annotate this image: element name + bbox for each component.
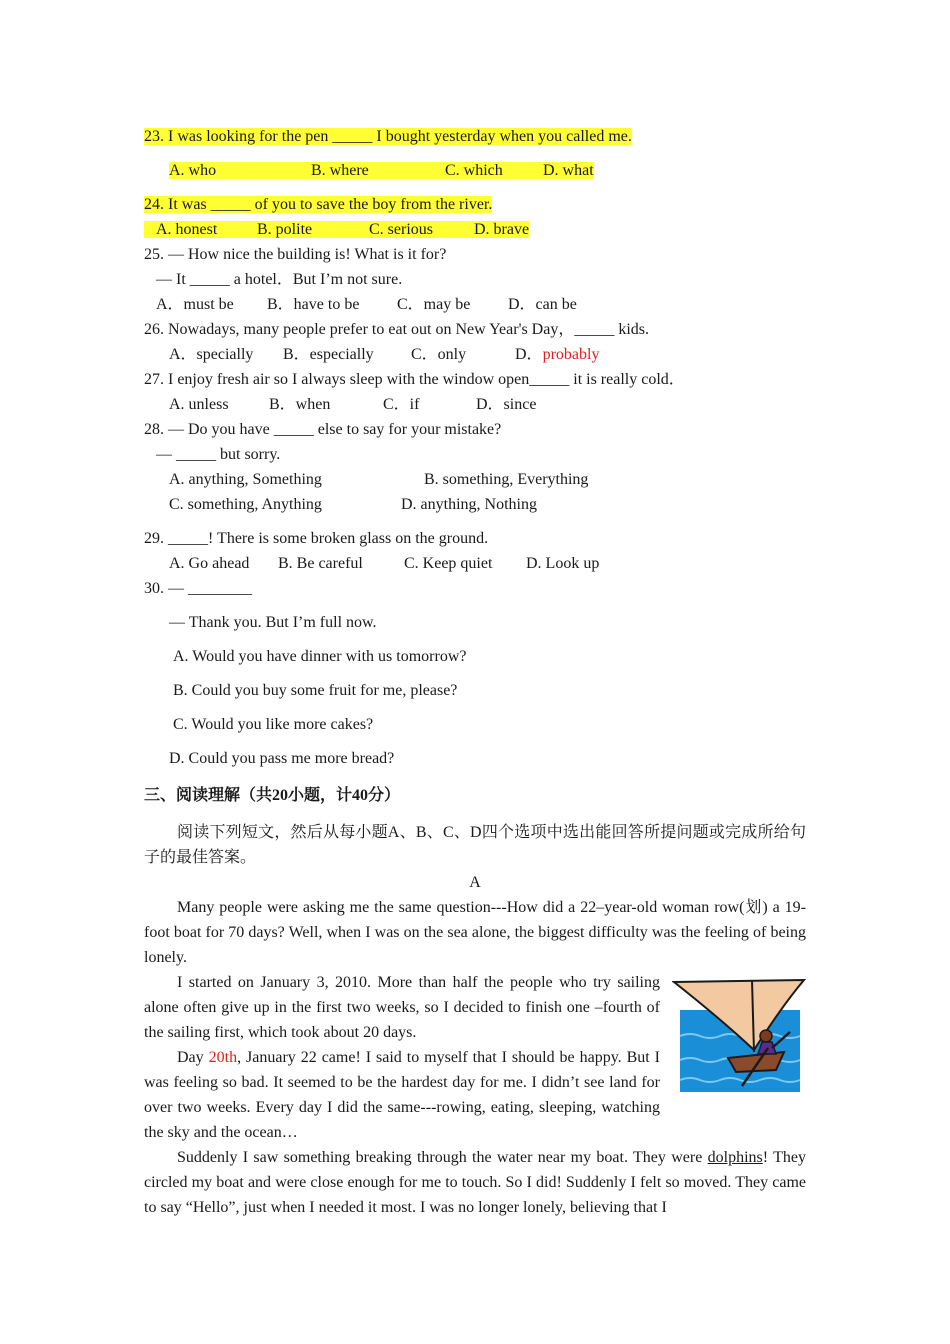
option-b: B. something, Everything [424, 471, 589, 488]
question-24 [144, 192, 806, 217]
option-c: C. serious [369, 221, 433, 238]
day-highlight: 20th [208, 1049, 238, 1066]
option-a: A. Go ahead [169, 555, 250, 572]
question-30-option-d: D. Could you pass me more bread? [169, 750, 395, 767]
option-d: D． [515, 346, 543, 363]
passage-paragraph-1: Many people were asking me the same question---How did a 22–year-old woman row(划) a 19-foot boat for 70 days? Well, when I was on the sea alone, the biggest difficulty was the feeling of being lonely. [144, 899, 806, 966]
option-d-text: probably [542, 346, 600, 363]
paragraph-4-start: Suddenly I saw something breaking through the water near my boat. They were [177, 1149, 708, 1166]
question-25-options [144, 292, 806, 317]
option-b: B. Be careful [278, 555, 363, 572]
question-28-stem: 28. — Do you have _____ else to say for your mistake? [144, 421, 502, 438]
option-a: A. honest [156, 221, 218, 238]
option-a: A. anything, Something [169, 471, 322, 488]
question-30-option-b: B. Could you buy some fruit for me, please? [173, 682, 458, 699]
option-a: A．specially [169, 346, 254, 363]
option-b: B. polite [257, 221, 313, 238]
question-23-stem: 23. I was looking for the pen _____ I bought yesterday when you called me. [144, 128, 632, 145]
option-c: C. which [445, 162, 503, 179]
section-title: 三、阅读理解（共20小题，计40分） [144, 787, 401, 804]
option-b: B．have to be [267, 296, 360, 313]
question-27-options [144, 392, 806, 417]
option-b: B．especially [283, 346, 374, 363]
option-b: B. where [311, 162, 369, 179]
option-a: A. unless [169, 396, 229, 413]
option-d: D. Look up [526, 555, 600, 572]
passage-paragraph-4 [144, 1145, 806, 1220]
question-25-reply: — It _____ a hotel．But I’m not sure. [156, 271, 403, 288]
sailboat-illustration [672, 976, 806, 1096]
question-26-stem: 26. Nowadays, many people prefer to eat out on New Year's Day，_____ kids. [144, 321, 650, 338]
option-c: C. something, Anything [169, 496, 322, 513]
question-30-option-a: A. Would you have dinner with us tomorrow? [173, 648, 467, 665]
question-23-options [144, 158, 806, 183]
option-d: D. brave [474, 221, 530, 238]
question-26-options [144, 342, 806, 367]
passage-paragraph-3 [144, 1045, 660, 1145]
paragraph-4-rest: ! They circled my boat and were close enough for me to touch. So I did! Suddenly I felt so moved. They came to say “Hello”, just when I needed it most. I was no longer lonely, believing that I [144, 1149, 806, 1216]
document-page [144, 124, 806, 1220]
option-c: C．only [411, 346, 467, 363]
option-c: C．may be [397, 296, 471, 313]
question-28-reply: — _____ but sorry. [156, 446, 281, 463]
option-c: C．if [383, 396, 420, 413]
paragraph-3-start: Day [177, 1049, 209, 1066]
underlined-word: dolphins [707, 1149, 763, 1166]
rower-head [760, 1030, 772, 1042]
question-28-options-row2 [144, 492, 806, 517]
question-30-option-c: C. Would you like more cakes? [173, 716, 374, 733]
option-c: C. Keep quiet [404, 555, 493, 572]
passage-paragraph-2: I started on January 3, 2010. More than half the people who try sailing alone often give up in the first two weeks, so I decided to finish one –fourth of the sailing first, which took about 20 days. [144, 974, 660, 1041]
question-30-stem: 30. — ________ [144, 580, 252, 597]
question-27-stem: 27. I enjoy fresh air so I always sleep with the window open_____ it is really cold． [144, 371, 685, 388]
question-29-stem: 29. _____! There is some broken glass on the ground. [144, 530, 489, 547]
option-a: A. who [169, 162, 217, 179]
question-24-stem: 24. It was _____ of you to save the boy from the river. [144, 196, 493, 213]
paragraph-3-rest: , January 22 came! I said to myself that I should be happy. But I was feeling so bad. It seemed to be the hardest day for me. I didn’t see land for over two weeks. Every day I did the same---rowing, eating, sleeping, watching the sky and the ocean… [144, 1049, 661, 1141]
option-d: D．can be [508, 296, 577, 313]
question-25-stem: 25. — How nice the building is! What is it for? [144, 246, 447, 263]
option-d: D. what [543, 162, 594, 179]
option-d: D. anything, Nothing [401, 496, 537, 513]
question-28-options-row1 [144, 467, 806, 492]
question-23 [144, 124, 806, 149]
question-29-options [144, 551, 806, 576]
passage-label: A [469, 874, 481, 891]
question-30-reply: — Thank you. But I’m full now. [169, 614, 377, 631]
option-d: D．since [476, 396, 537, 413]
section-instruction: 阅读下列短文，然后从每小题A、B、C、D四个选项中选出能回答所提问题或完成所给句子的最佳答案。 [144, 824, 806, 866]
question-24-options [144, 217, 806, 242]
option-b: B．when [269, 396, 331, 413]
option-a: A．must be [156, 296, 234, 313]
